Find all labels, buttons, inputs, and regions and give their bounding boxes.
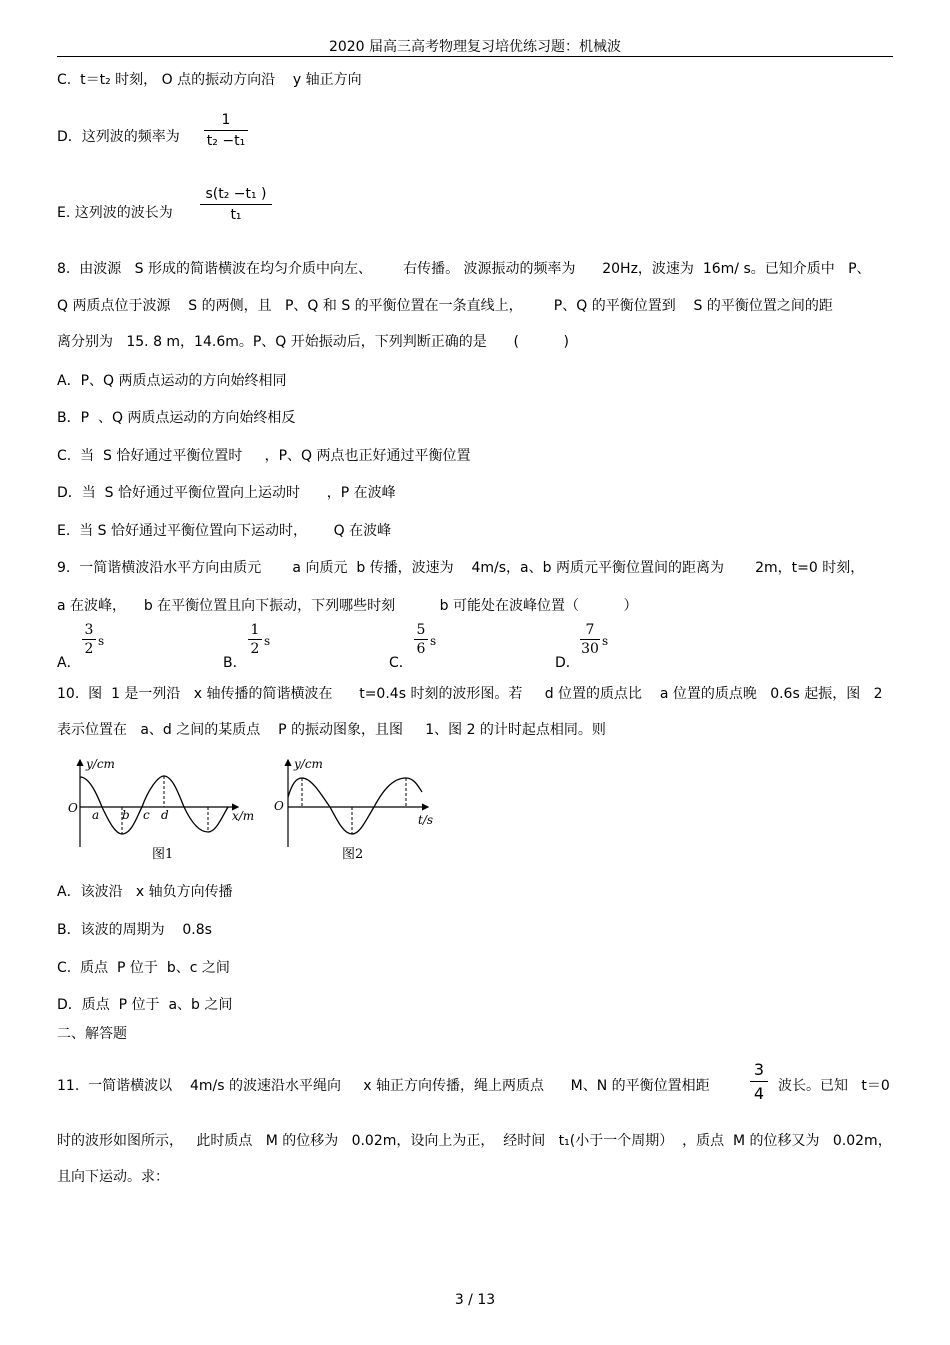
- q10-stem-line2: 表示位置在 a、d 之间的某质点 P 的振动图象，且图 1、图 2 的计时起点相同。则: [57, 722, 606, 738]
- frac-unit: s: [602, 634, 609, 648]
- frac-bar: [750, 1081, 768, 1082]
- q8-option-c: C. 当 S 恰好通过平衡位置时 ，P、Q 两点也正好通过平衡位置: [57, 448, 471, 464]
- q9-option-a-fraction: [82, 622, 105, 657]
- frac-numerator: s(t₂ −t₁ ): [205, 186, 267, 202]
- frac-denominator: 2: [84, 641, 94, 657]
- frac-denominator: 2: [250, 641, 260, 657]
- q9-stem-line1: 9. 一简谐横波沿水平方向由质元 a 向质元 b 传播，波速为 4m/s，a、b 两质元平衡位置间的距离为 2m，t=0 时刻，: [57, 560, 865, 576]
- page-number: 3 / 13: [454, 1292, 496, 1308]
- fig1-x-label: x/m: [232, 809, 255, 823]
- q9-option-a-label: A．: [57, 655, 81, 671]
- q7-option-d-fraction: [204, 112, 248, 149]
- q8-stem-line2: Q 两质点位于波源 S 的两侧，且 P、Q 和 S 的平衡位置在一条直线上， P、Q 的平衡位置到 S 的平衡位置之间的距: [57, 298, 833, 314]
- section-2-heading: 二、解答题: [57, 1026, 127, 1042]
- frac-bar: [248, 639, 262, 640]
- figure-2: [274, 757, 433, 862]
- q7-option-d-label: D．这列波的频率为: [57, 129, 180, 145]
- frac-bar: [204, 130, 248, 131]
- header-rule: [57, 56, 893, 57]
- frac-denominator: 4: [753, 1084, 765, 1103]
- frac-numerator: 7: [585, 622, 595, 638]
- frac-denominator: 30: [581, 641, 599, 657]
- fig1-y-label: y/cm: [86, 757, 115, 771]
- frac-numerator: 3: [753, 1060, 765, 1079]
- q11-stem-line3: 且向下运动。求：: [57, 1169, 169, 1185]
- frac-bar: [82, 639, 96, 640]
- fig1-origin: O: [68, 801, 78, 815]
- fig2-vibration-curve: [288, 778, 422, 834]
- frac-bar: [414, 639, 428, 640]
- q9-option-d-fraction: [580, 622, 609, 657]
- frac-numerator: 1: [221, 112, 231, 128]
- q8-option-b: B．P 、Q 两质点运动的方向始终相反: [57, 410, 296, 426]
- frac-numerator: 1: [250, 622, 260, 638]
- q8-stem-line3: 离分别为 15. 8 m，14.6m。P、Q 开始振动后，下列判断正确的是 ( ): [57, 334, 569, 350]
- q9-option-c-fraction: [414, 622, 437, 657]
- q11-fraction: [750, 1060, 768, 1103]
- q7-option-e-fraction: [200, 186, 272, 223]
- fig1-point-b: b: [122, 808, 130, 822]
- frac-bar: [580, 639, 600, 640]
- frac-unit: s: [98, 634, 105, 648]
- fig2-y-label: y/cm: [294, 757, 323, 771]
- frac-numerator: 5: [416, 622, 426, 638]
- frac-denominator: 6: [416, 641, 426, 657]
- page-header: 2020 届高三高考物理复习培优练习题：机械波: [328, 39, 622, 55]
- q9-stem-line2: a 在波峰， b 在平衡位置且向下振动，下列哪些时刻 b 可能处在波峰位置（ ）: [57, 598, 638, 614]
- q9-option-c-label: C．: [389, 655, 413, 671]
- q10-figures: [60, 752, 450, 867]
- figure-1: [68, 757, 254, 862]
- fig1-caption: 图1: [152, 847, 174, 862]
- q10-option-a: A．该波沿 x 轴负方向传播: [57, 884, 233, 900]
- q11-stem-line1a: 11. 一简谐横波以 4m/s 的波速沿水平绳向 x 轴正方向传播，绳上两质点 M、N 的平衡位置相距: [57, 1078, 710, 1094]
- fig1-wave-curve: [80, 776, 228, 834]
- q11-stem-line2: 时的波形如图所示， 此时质点 M 的位移为 0.02m，设向上为正， 经时间 t₁(小于一个周期） ，质点 M 的位移又为 0.02m，: [57, 1133, 892, 1149]
- q7-option-e-label: E. 这列波的波长为: [57, 205, 173, 221]
- q9-option-b-fraction: [248, 622, 271, 657]
- frac-denominator: t₂ −t₁: [206, 133, 246, 149]
- q10-option-c: C. 质点 P 位于 b、c 之间: [57, 960, 230, 976]
- fig1-point-a: a: [92, 808, 100, 822]
- q8-option-a: A．P、Q 两质点运动的方向始终相同: [57, 373, 287, 389]
- fig1-point-d: d: [161, 808, 169, 822]
- frac-numerator: 3: [84, 622, 94, 638]
- q10-option-d: D．质点 P 位于 a、b 之间: [57, 997, 233, 1013]
- frac-bar: [200, 204, 272, 205]
- q10-stem-line1: 10. 图 1 是一列沿 x 轴传播的简谐横波在 t=0.4s 时刻的波形图。若 d 位置的质点比 a 位置的质点晚 0.6s 起振，图 2: [57, 686, 883, 702]
- q8-option-d: D．当 S 恰好通过平衡位置向上运动时 ，P 在波峰: [57, 485, 396, 501]
- q9-option-d-label: D．: [555, 655, 580, 671]
- q8-option-e: E. 当 S 恰好通过平衡位置向下运动时， Q 在波峰: [57, 523, 392, 539]
- q8-stem-line1: 8. 由波源 S 形成的简谐横波在均匀介质中向左、 右传播。 波源振动的频率为 20Hz，波速为 16m/ s。已知介质中 P、: [57, 261, 871, 277]
- fig1-point-c: c: [143, 808, 150, 822]
- fig2-origin: O: [274, 799, 284, 813]
- fig2-caption: 图2: [342, 847, 364, 862]
- q9-option-b-label: B．: [223, 655, 247, 671]
- frac-unit: s: [430, 634, 437, 648]
- q7-option-c: C. t＝t₂ 时刻， O 点的振动方向沿 y 轴正方向: [57, 72, 362, 88]
- frac-denominator: t₁: [230, 207, 242, 223]
- frac-unit: s: [264, 634, 271, 648]
- q11-stem-line1b: 波长。已知 t＝0: [778, 1078, 890, 1094]
- fig2-x-label: t/s: [418, 813, 434, 827]
- q10-option-b: B．该波的周期为 0.8s: [57, 922, 212, 938]
